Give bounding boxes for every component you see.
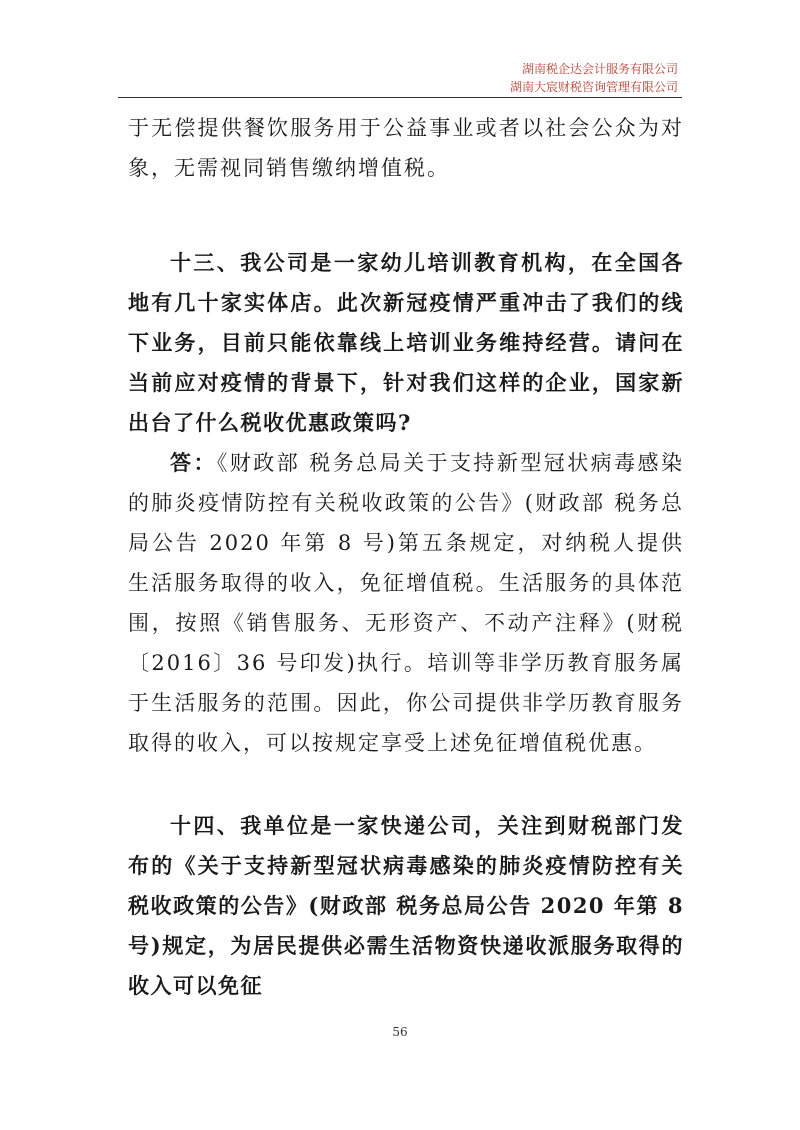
page-number: 56 — [392, 1025, 408, 1039]
answer-13-text: 《财政部 税务总局关于支持新型冠状病毒感染的肺炎疫情防控有关税收政策的公告》(财政部 税务总局公告 2020 年第 8 号)第五条规定，对纳税人提供生活服务取得的收入，免征增值税。生活服务的具体范围，按照《销售服务、无形资产、不动产注释》(财税〔2016〕36 号印发)执行。培训等非学历教育服务属于生活服务的范围。因此，你公司提供非学历教育服务取得的收入，可以按规定享受上述免征增值税优惠。 — [128, 451, 685, 755]
answer-13 — [128, 443, 684, 763]
question-14: 十四、我单位是一家快递公司，关注到财税部门发布的《关于支持新型冠状病毒感染的肺炎疫情防控有关税收政策的公告》(财政部 税务总局公告 2020 年第 8 号)规定，为居民提供必需生活物资快递收派服务取得的收入可以免征 — [128, 813, 684, 998]
header-company-2: 湖南大宸财税咨询管理有限公司 — [509, 80, 678, 94]
header-company-1: 湖南税企达会计服务有限公司 — [521, 62, 678, 76]
document-body — [128, 108, 684, 1006]
question-13: 十三、我公司是一家幼儿培训教育机构，在全国各地有几十家实体店。此次新冠疫情严重冲击了我们的线下业务，目前只能依靠线上培训业务维持经营。请问在当前应对疫情的背景下，针对我们这样的企业，国家新出台了什么税收优惠政策吗? — [128, 250, 684, 435]
document-header — [510, 60, 678, 96]
answer-label: 答： — [170, 450, 217, 475]
continuation-paragraph: 于无偿提供餐饮服务用于公益事业或者以社会公众为对象，无需视同销售缴纳增值税。 — [128, 116, 684, 180]
header-divider — [118, 97, 682, 98]
